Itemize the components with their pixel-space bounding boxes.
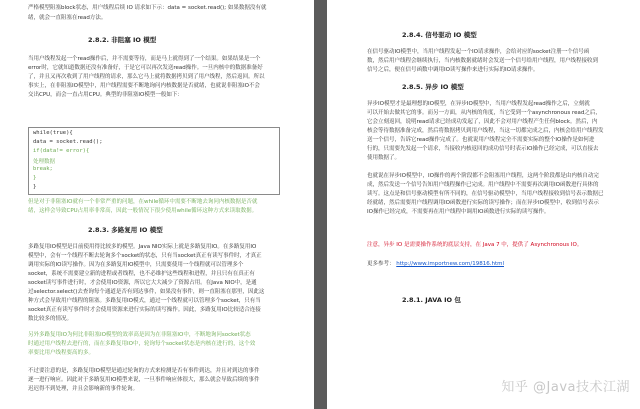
text-line: 信号之后，便在信号函数中调用IO读写操作来进行实际的IO请求操作。 [367,67,539,73]
code-line: break; [33,166,53,172]
code-block [28,127,280,195]
text-line: 可以开始去做其它的事。而另一方面，从内核的角度，当它受到一个asynchronous read之后， [367,110,601,116]
more-reference-label: 更多参考： [367,261,395,267]
text-line: 它会立刻返回，说明read请求已经成功发起了，因此不会对用户线程产生任何block。然后，内 [367,119,598,125]
text-line: 数，然后用户线程会继续执行，当内核数据就绪时会发送一个信号给用户线程，用户线程接收到 [367,58,599,64]
text-line: 种方式会导致用户线程的阻塞。多路复用IO模式，通过一个线程就可以管理多个socket，只有当 [28,298,261,304]
text-line: 调用实际的IO读写操作。因为在多路复用IO模型中，只需要使用一个线程就可以管理多个 [28,262,244,268]
section-heading-multiplex: 2.8.3. 多路复用 IO 模型 [88,226,163,234]
code-line: if(data!= error){ [33,148,90,154]
text-line: 交出CPU，而会一直占用CPU。典型的非阻塞IO模型一般如下： [28,92,183,98]
reference-link[interactable]: http://www.importnew.com/19816.html [396,261,504,267]
text-line: 多路复用IO模型是目前使用得比较多的模型。Java NIO实际上就是多路复用IO。在多路复用IO [28,244,257,250]
code-line: } [33,184,37,190]
document-page-left [0,0,314,409]
more-reference [367,260,504,269]
text-line: 读写。这点是和信号驱动模型有所不同的，在信号驱动模型中，当用户线程接收到信号表示数据已 [367,191,604,197]
section-heading-signal: 2.8.4. 信号驱动 IO 模型 [402,31,477,39]
text-line: 但是对于非阻塞IO就有一个非常严重的问题，在while循环中需要不断地去询问内核数据是否就 [28,199,258,205]
text-line: error时，它就知道数据还没有准备好，于是它可以再次发送read操作。一旦内核中的数据准备好 [28,65,263,71]
text-line: 迟迟得不到处理，并且会影响新的事件轮询。 [28,386,139,392]
code-line: while(true){ [33,130,73,136]
text-line: socket读写事件进行时，才会使用IO资源，所以它大大减少了资源占用。在Java NIO中，是通 [28,280,257,286]
document-page-right [327,0,640,409]
text-line: 也就说在异步IO模型中，IO操作的两个阶段都不会阻塞用户线程，这两个阶段都是由内核自动完 [367,173,599,179]
text-line: 核会等待数据准备完成，然后将数据拷贝到用户线程，当这一切都完成之后，内核会给用户线程发 [367,128,604,134]
section-heading-async: 2.8.5. 异步 IO 模型 [402,83,464,91]
text-line: 逐一进行响应。因此对于多路复用IO模型来说，一旦事件响应体很大，那么就会导致后续的事件 [28,377,260,383]
section-heading-nonblocking: 2.8.2. 非阻塞 IO 模型 [88,36,157,44]
text-line: socket真正有读写事件时才会使用资源来进行实际的读写操作。因此，多路复用IO比较适合连接 [28,307,261,313]
code-line: data = socket.read(); [33,139,103,145]
section-heading-javaio: 2.8.1. JAVA IO 包 [402,296,461,304]
text-line: 另外多路复用IO为何比非阻塞IO模型的效率高是因为在非阻塞IO中，不断地询问socket状态 [28,332,251,338]
text-line: 送一个信号，告诉它read操作完成了。也就说用户线程完全不需要实际的整个IO操作是如何进 [367,137,595,143]
code-line: } [33,175,37,181]
code-line: 处理数据 [33,159,56,165]
text-line: 模型中，会有一个线程不断去轮询多个socket的状态，只有当socket真正有读写事件时，才真正 [28,253,262,259]
text-line: 当用户线程发起一个read操作后，并不需要等待，而是马上就得到了一个结果。如果结果是一个 [28,56,261,62]
note-text: 注意，异步 IO 是需要操作系统的底层支持，在 Java 7 中，提供了 Asynchronous IO。 [367,242,583,248]
text-line: 在信号驱动IO模型中，当用户线程发起一个IO请求操作，会给对应的socket注册一个信号函 [367,49,590,55]
text-line: socket，系统不需要建立新的进程或者线程，也不必维护这些线程和进程，并且只有在真正有 [28,271,255,277]
text-line: 不过要注意的是，多路复用IO模型是通过轮询的方式来检测是否有事件到达，并且对到达的事件 [28,368,260,374]
text-line: 事实上，在非阻塞IO模型中，用户线程需要不断地询问内核数据是否就绪，也就说非阻塞IO不会 [28,83,260,89]
watermark: 知乎 @Java技术江湖 [501,380,630,395]
text-line: 异步IO模型才是最理想的IO模型，在异步IO模型中，当用户线程发起read操作之后，立刻就 [367,101,590,107]
text-line: 使用数据了。 [367,155,401,161]
text-line: 成，然后发送一个信号告知用户线程操作已完成。用户线程中不需要再次调用IO函数进行具体的 [367,182,599,188]
text-line: 了，并且又再次收到了用户线程的请求，那么它马上就将数据拷贝到了用户线程，然后返回。所以 [28,74,265,80]
text-line: 过selector.select()去查询每个通道是否有到达事件，如果没有事件，则一直阻塞在那里，因此这 [28,289,265,295]
text-line: 绪，就会一直阻塞在read方法。 [28,15,107,21]
text-line: IO操作已经完成，不需要再在用户线程中调用IO函数进行实际的读写操作。 [367,209,550,215]
text-line: 时通过用户线程去进行的，而在多路复用IO中，轮询每个socket状态是内核在进行的，这个效 [28,341,256,347]
text-line: 绪，这样会导致CPU占用率非常高，因此一般情况下很少使用while循环这种方式来读取数据。 [28,208,258,214]
text-line: 行的，只需要先发起一个请求，当接收内核返回的成功信号时表示IO操作已经完成，可以直接去 [367,146,599,152]
text-line: 率要比用户线程要高的多。 [28,350,95,356]
text-line: 严格模型阻塞block状态，用户线程后续 IO 请求如下示：data = socket.read(); 如果数据没有就 [28,5,267,11]
text-line: 经就绪，然后需要用户线程调用IO函数进行实际的读写操作；而在异步IO模型中，收到信号表示 [367,200,599,206]
text-line: 数比较多的情况。 [28,316,73,322]
